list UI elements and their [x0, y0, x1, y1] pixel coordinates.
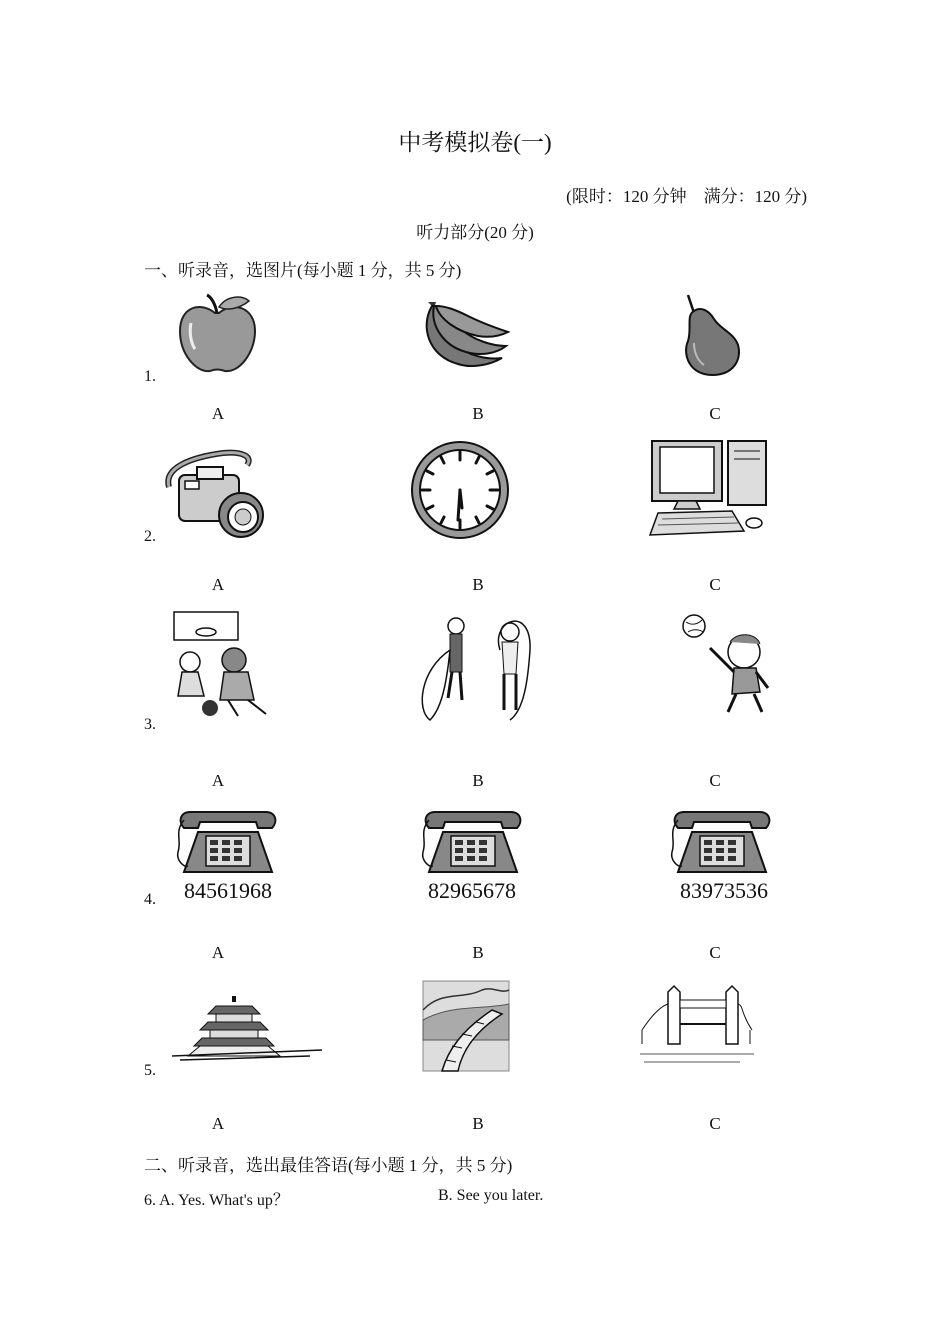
q3-option-a-label: A: [211, 771, 225, 790]
q2-option-c-label: C: [709, 575, 721, 594]
bananas-icon: [418, 296, 510, 374]
q4-option-c-label: C: [709, 943, 721, 962]
question-1-number: 1.: [144, 368, 156, 385]
q4-option-b-label: B: [472, 943, 484, 962]
telephone-icon: [421, 808, 525, 876]
telephone-icon: [670, 808, 774, 876]
q1-option-a-label: A: [211, 404, 225, 423]
q2-option-a-label: A: [211, 575, 225, 594]
question-3-number: 3.: [144, 716, 156, 733]
time-score-limit: (限时：120 分钟 满分：120 分): [566, 187, 807, 206]
tower-bridge-icon: [640, 984, 754, 1072]
q1-option-b-label: B: [472, 404, 484, 423]
q6-option-a: 6. A. Yes. What's up？: [144, 1192, 289, 1209]
listening-part-title: 听力部分(20 分): [416, 223, 534, 242]
page-title: 中考模拟卷(一): [398, 130, 552, 155]
q6-option-b: B. See you later.: [438, 1187, 544, 1204]
apple-icon: [175, 293, 260, 375]
telephone-icon: [176, 808, 280, 876]
q4-option-c-phone-number: 83973536: [680, 878, 768, 903]
question-2-number: 2.: [144, 528, 156, 545]
q4-option-a-phone-number: 84561968: [184, 878, 272, 903]
q5-option-b-label: B: [472, 1114, 484, 1133]
jump-rope-icon: [416, 610, 536, 722]
great-wall-icon: [422, 980, 510, 1072]
volleyball-boy-icon: [680, 612, 776, 720]
basketball-players-icon: [168, 610, 272, 722]
q3-option-b-label: B: [472, 771, 484, 790]
q4-option-a-label: A: [211, 943, 225, 962]
camera-icon: [163, 447, 269, 537]
q3-option-c-label: C: [709, 771, 721, 790]
question-4-number: 4.: [144, 891, 156, 908]
q2-option-b-label: B: [472, 575, 484, 594]
computer-icon: [648, 437, 772, 539]
q5-option-a-label: A: [211, 1114, 225, 1133]
question-5-number: 5.: [144, 1062, 156, 1079]
clock-icon: [410, 440, 510, 540]
q1-option-c-label: C: [709, 404, 721, 423]
q5-option-c-label: C: [709, 1114, 721, 1133]
section-1-heading: 一、听录音，选图片(每小题 1 分，共 5 分): [144, 261, 462, 280]
pear-icon: [680, 293, 744, 379]
temple-of-heaven-icon: [170, 994, 324, 1070]
q4-option-b-phone-number: 82965678: [428, 878, 516, 903]
section-2-heading: 二、听录音，选出最佳答语(每小题 1 分，共 5 分): [144, 1156, 513, 1175]
